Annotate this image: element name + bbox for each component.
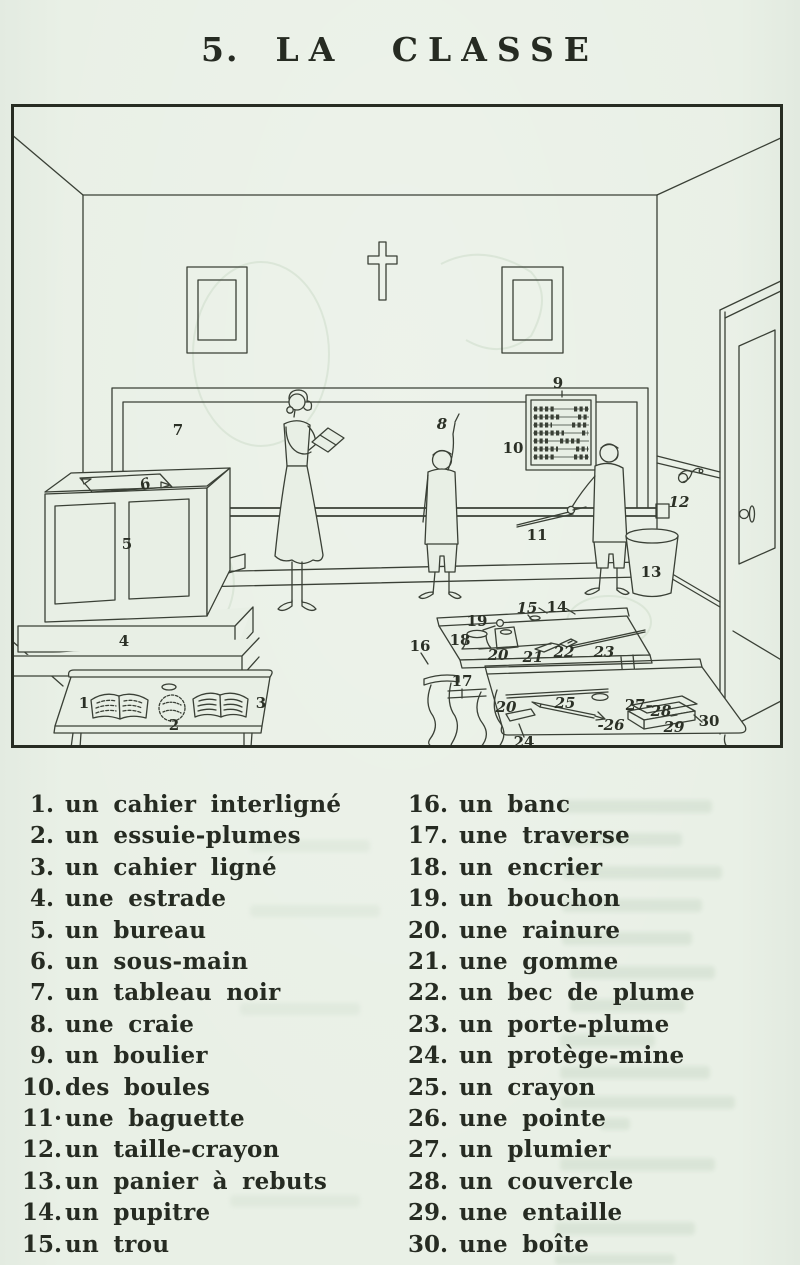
vocab-row [22, 1229, 341, 1260]
vocab-term: une boîte [459, 1230, 590, 1258]
figure-label: 17 [451, 672, 473, 690]
vocab-number: 3. [29, 853, 54, 881]
vocab-term: un pupitre [65, 1199, 211, 1227]
vocab-number: 4. [29, 885, 54, 913]
vocab-row [402, 820, 695, 851]
vocab-number: 9. [29, 1042, 54, 1070]
vocab-term: une baguette [65, 1105, 245, 1133]
lined-notebook [193, 693, 248, 717]
vocab-row [22, 1134, 341, 1165]
picture-frame-left [187, 267, 247, 353]
vocab-number: 20. [407, 916, 448, 944]
wall-ledge [195, 562, 641, 587]
vocab-number: 17. [407, 822, 448, 850]
vocab-row [22, 1009, 341, 1040]
figure-label: 20 [495, 698, 517, 716]
vocab-number: 23. [407, 1010, 448, 1038]
vocab-row [22, 1072, 341, 1103]
vocab-row [402, 946, 695, 977]
teacher-figure [275, 390, 344, 610]
vocab-row [402, 1072, 695, 1103]
figure-label: 30 [698, 712, 720, 730]
vocab-term: une rainure [459, 916, 621, 944]
vocab-term: un protège-mine [459, 1042, 685, 1070]
vocab-row [402, 1040, 695, 1071]
figure-label: 13 [640, 563, 662, 581]
vocab-term: un panier à rebuts [65, 1167, 328, 1195]
vocab-term: un cahier interligné [65, 791, 342, 818]
vocab-number: 26. [407, 1105, 448, 1133]
classroom-drawing [11, 104, 783, 748]
classroom-illustration [11, 104, 783, 748]
vocab-number: 10. [22, 1073, 63, 1101]
picture-frame-right [502, 267, 563, 353]
figure-label: -26 [597, 716, 625, 734]
ruled-notebook [91, 694, 148, 719]
vocab-term: un bureau [65, 916, 207, 944]
vocab-number: 8. [29, 1010, 54, 1038]
vocab-number: 11· [22, 1105, 63, 1133]
figure-label: 8 [436, 415, 448, 433]
vocab-row [402, 1229, 695, 1260]
vocab-row [22, 789, 341, 820]
figure-label: 7 [172, 421, 184, 439]
figure-label: 15 [516, 599, 538, 617]
vocab-term: des boules [65, 1073, 211, 1101]
vocab-row [402, 915, 695, 946]
vocab-number: 16. [407, 791, 448, 818]
vocab-term: un tableau noir [65, 979, 281, 1007]
vocab-term: une craie [65, 1010, 195, 1038]
vocab-number: 14. [22, 1199, 63, 1227]
vocab-number: 28. [407, 1167, 448, 1195]
figure-label: 9 [552, 374, 564, 392]
figure-label: 28 [650, 702, 672, 720]
page-header [0, 30, 800, 69]
vocab-row [22, 1166, 341, 1197]
figure-label: 6 [137, 473, 154, 495]
vocab-number: 21. [407, 948, 448, 976]
vocab-number: 6. [29, 948, 54, 976]
vocab-number: 2. [29, 822, 54, 850]
vocab-row [402, 1197, 695, 1228]
vocab-row [402, 1166, 695, 1197]
vocab-number: 7. [29, 979, 54, 1007]
figure-label: 25 [554, 694, 576, 712]
vocab-row [22, 1103, 341, 1134]
vocab-number: 1. [29, 791, 54, 818]
figure-label: 10 [502, 439, 524, 457]
page-title: LA CLASSE [275, 30, 599, 69]
vocab-row [402, 1103, 695, 1134]
vocab-term: un bec de plume [459, 979, 695, 1007]
vocab-row [22, 852, 341, 883]
figure-label: 16 [409, 637, 431, 655]
vocab-term: un boulier [65, 1042, 208, 1070]
vocab-number: 24. [407, 1042, 448, 1070]
vocab-number: 30. [407, 1230, 448, 1258]
vocab-number: 15. [22, 1230, 63, 1258]
vocab-column-left [22, 789, 341, 1260]
vocab-row [22, 883, 341, 914]
vocab-term: un trou [65, 1230, 170, 1258]
figure-label: 11 [526, 526, 548, 544]
figure-label: 19 [466, 612, 488, 630]
vocab-term: un essuie-plumes [65, 822, 301, 850]
vocab-term: un porte-plume [459, 1010, 670, 1038]
vocab-row [402, 1134, 695, 1165]
figure-label: 12 [668, 493, 690, 511]
abacus [526, 395, 596, 470]
vocab-number: 25. [407, 1073, 448, 1101]
figure-label: 23 [593, 643, 615, 661]
teacher-desk [45, 468, 230, 622]
vocab-number: 13. [22, 1167, 63, 1195]
figure-label: 4 [118, 632, 130, 650]
door [720, 280, 783, 734]
door-knob [740, 506, 755, 522]
vocab-row [402, 883, 695, 914]
vocab-row [402, 789, 695, 820]
boy-at-blackboard [419, 414, 461, 598]
vocab-row [402, 852, 695, 883]
figure-label: 2 [168, 716, 180, 734]
chalk [455, 414, 459, 422]
vocab-term: un banc [459, 791, 571, 818]
vocab-term: une estrade [65, 885, 227, 913]
vocab-row [22, 1040, 341, 1071]
figure-label: 20 [487, 646, 509, 664]
vocab-number: 27. [407, 1136, 448, 1164]
figure-label: 5 [121, 535, 133, 553]
figure-label: 24 [513, 733, 535, 748]
vocab-term: un crayon [459, 1073, 596, 1101]
vocab-column-right [402, 789, 695, 1260]
vocab-number: 22. [407, 979, 448, 1007]
vocab-term: un couvercle [459, 1167, 634, 1195]
vocab-number: 29. [407, 1199, 448, 1227]
vocab-term: une traverse [459, 822, 631, 850]
chalk-rail-end [656, 504, 669, 518]
figure-label: 3 [255, 694, 267, 712]
vocab-term: une entaille [459, 1199, 623, 1227]
vocab-row [22, 977, 341, 1008]
vocab-term: un encrier [459, 853, 603, 881]
figure-label: 1 [78, 694, 90, 712]
figure-label: 14 [546, 598, 568, 616]
vocab-term: un taille-crayon [65, 1136, 280, 1164]
vocab-row [22, 820, 341, 851]
eraser-oval [592, 694, 608, 701]
vocab-row [22, 1197, 341, 1228]
vocab-row [22, 915, 341, 946]
figure-label: 21 [522, 648, 544, 666]
pointer-stick [517, 511, 573, 527]
vocab-term: un bouchon [459, 885, 621, 913]
vocab-number: 19. [407, 885, 448, 913]
vocab-number: 5. [29, 916, 54, 944]
vocab-term: un sous-main [65, 948, 249, 976]
vocab-number: 12. [22, 1136, 63, 1164]
vocab-term: une gomme [459, 948, 619, 976]
vocab-row [402, 977, 695, 1008]
figure-label: 29 [663, 718, 685, 736]
vocab-term: un plumier [459, 1136, 611, 1164]
figure-label: 18 [449, 631, 471, 649]
vocab-row [22, 946, 341, 977]
figure-label: 27– [624, 696, 654, 714]
vocab-term: une pointe [459, 1105, 607, 1133]
crucifix [368, 242, 397, 300]
vocab-row [402, 1009, 695, 1040]
vocab-number: 18. [407, 853, 448, 881]
figure-label: 22 [553, 643, 575, 661]
lesson-number: 5. [201, 30, 240, 69]
vocab-term: un cahier ligné [65, 853, 277, 881]
